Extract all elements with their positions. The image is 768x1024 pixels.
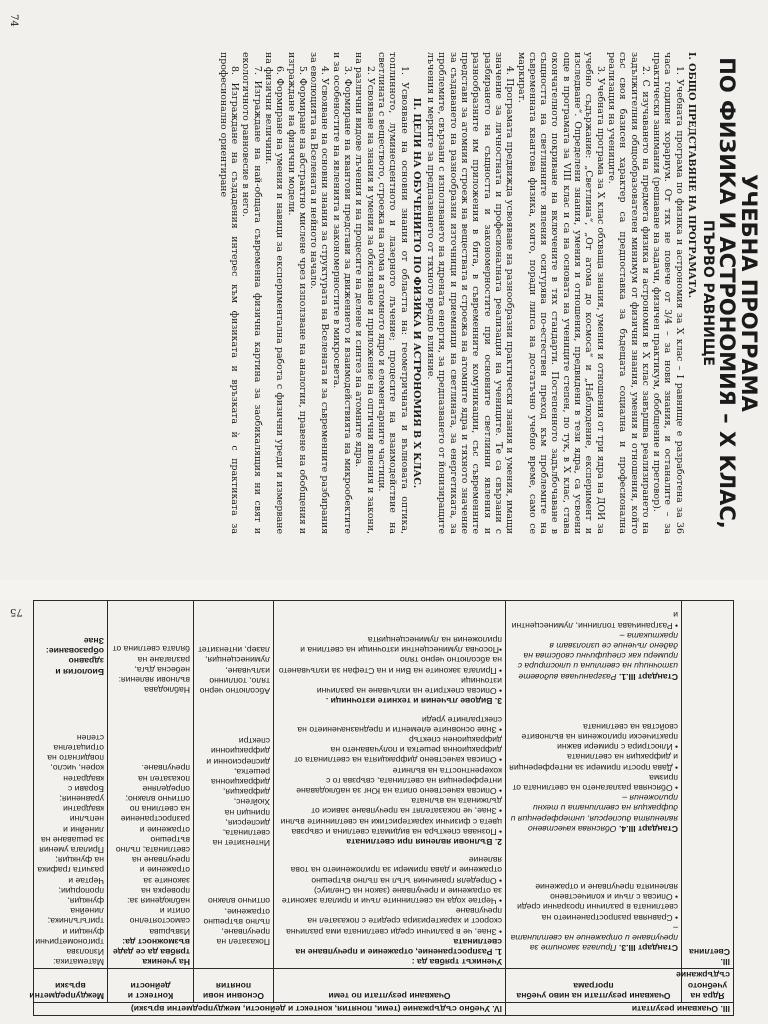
paragraph-2: 2. С изучаването на предмета физика и астрономия в Х клас завършва реализирането на задължителния общообразователен минимум от физични знания, умения и отношения, който със своя базисен характер са предпоставка за бъдещата социална и професионална реализация на учениците.: [605, 52, 651, 534]
standard-block: [509, 610, 678, 681]
section-2-heading: II. ЦЕЛИ НА ОБУЧЕНИЕТО ПО ФИЗИКА И АСТРОНОМИЯ В Х КЛАС.: [410, 97, 422, 489]
context-cell: [107, 601, 193, 969]
standards-cell: [505, 601, 681, 969]
column-header-core: Ядра на учебното съдържание: [682, 969, 734, 1003]
column-header-cross-links: Междупредметни връзки: [33, 969, 107, 1003]
goal-item: 3. Формиране на квантови представи за движението и взаимодействията на микрообектите и за особеностите на явленията и закономерностите в микросвета.: [330, 52, 354, 534]
standard-bullet: • Разграничава топлинни, луминесцентни и: [511, 610, 678, 631]
column-header-topic-results: Очаквани резултати по теми: [273, 969, 505, 1003]
topic-bullet: • Знае основните елементи и предназначението на спектралните уреди: [297, 714, 502, 735]
topic-bullet: • Познава спектъра на видимата светлина и свързва цвета с физични характеристики на светлинните вълни: [280, 816, 502, 837]
topics-intro: Ученикът трябва да :: [411, 957, 502, 968]
topics-cell: [273, 601, 505, 969]
goal-item: 7. Изграждане на най-общата съвременна физична картина за заобикалящия ни свят и екологичното равновесие в него.: [240, 52, 263, 534]
concepts-entry: Интензитет на светлината, дисперсия, принцип на Хюйгенс, дифракция, дифракционна решетка, дисперсионни и дифракционни спектри: [206, 736, 270, 849]
paragraph-1: 1. Учебната програма по физика и астрономия за Х клас – I равнище е разработена за 36 часа годишен хорариум. От тях не повече от 3/4 – за нови знания, и останалите – за практически занимания (решаване на задачи, физичен практикум, обобщение и преговор).: [651, 52, 685, 534]
goal-item: 2. Усвояване на знания и умения за обясняване и приложение на оптични явления и закони, на различни видове лъчения и на процесите на делене и синтез на атомните ядра.: [353, 52, 376, 534]
curriculum-table: [29, 600, 734, 1016]
topic-bullet: • Знае, че в различни среди светлината има различна скорост и характеризира средите с показател на пречупване: [286, 906, 502, 937]
standard-bullet: • Обяснява разлагането на светлината от призма: [512, 772, 678, 793]
paragraph-3: 3. Учебната програма за Х клас обхваща знания, умения и отношения от три ядра на ДОИ за учебно съдържание: „Светлина“, „От атома до космоса“ и „Наблюдение, експеримент и изследване“. Определени знания, умения и отношения, предвидени в тези ядра, са усвоени още в програмата за VIII клас и са на основата на учениците степен, по тук, в Х клас, става окончателното покриване на включените в тях стандарти. Постепенното задълбочаване в същността на светлинните явления осигурява по-естествен преход към проблемите на съвременната квантова физика, които, поради липса на достатъчно учебно време, само се маркират.: [515, 52, 606, 534]
topic-block: [277, 855, 502, 957]
standard-title: Прилага законите за пречупване и отражение на светлината –: [510, 922, 678, 954]
program-subtitle: ПЪРВО РАВНИЩЕ: [700, 220, 716, 366]
table-row: [33, 601, 733, 969]
cross-link-entry: Биология и здравно образование: Знае: [45, 635, 104, 677]
topic-block: [277, 714, 502, 847]
standard-heading: Стандарт III.4.: [618, 823, 678, 834]
topic-block: [277, 635, 502, 706]
context-entry: Извършва самостоятелно опити и наблюдения за: проверка на законите за отражение и пречупване на светлината; пълно вътрешно отражение и разпространение на светлина по оптично влакно; определяне показател на пречупване.: [115, 763, 190, 937]
standard-block: [509, 722, 678, 834]
standard-heading: Стандарт III.3.: [618, 943, 678, 954]
topic-heading: 1. Разпространение, отражение и пречупване на светлината: [295, 936, 502, 957]
page-75: [0, 600, 768, 1024]
program-title: УЧЕБНА ПРОГРАМА ПО ФИЗИКА И АСТРОНОМИЯ – Х КЛАС,: [715, 57, 761, 529]
core-cell: III. Светлина: [682, 601, 734, 969]
standard-bullet: • Сравнява разпространението на светлината в различни прозрачни среди: [517, 902, 678, 923]
topic-bullet: • Прилага законите на Вин и на Стефан за излъчването на абсолютно черно тяло: [278, 655, 502, 676]
context-intro: На ученика трябва да се даде възможност да:: [112, 936, 190, 968]
goal-item: 8. Изграждане на създадения интерес към физиката и връзката ѝ с практиката за професионално ориентиране: [217, 52, 241, 534]
goal-item: 5. Формиране на абстрактно мислене чрез използване на аналогии, правене на обобщения и изграждане на физични модели.: [285, 52, 308, 534]
topic-heading: 2. Вълнови явления при светлината: [346, 836, 502, 847]
header-expected-results: III. Очаквани резултати: [505, 1002, 733, 1015]
cross-links-cell: [33, 601, 107, 969]
goals-list: [218, 52, 410, 534]
topic-heading: 3. Видове лъчения и техните източници .: [325, 696, 502, 707]
paragraph-4: 4. Програмата предвижда усвояване на разнообразни практически знания и умения, имащи значение за личностната и професионалната реализация на учениците. Те са свързани с разбирането на същността и закономерностите при основните светлинни явления и разнообразните им приложения в бита, в съвременните комуникации, със съвременните представи за атомния строеж на веществата и строежа на атомните ядра и тяхното значение за създаването на разнообразни източници и приемници на светлината, за енергетиката, за проблемите, свързани с използването на ядрената енергия, за предпазването от йонизиращите лъчения и мерките за предпазването от тяхното вредно влияние.: [425, 52, 516, 534]
topic-bullet: • Описва качествено опита на Юнг за наблюдаване интерференция на светлината, свързва го с кохерентността на вълните: [296, 765, 502, 796]
column-header-program-results: Очаквани резултати на ниво учебна програма: [505, 969, 681, 1003]
standard-bullet: • Дава прости примери за интерференция и дифракция на светлината: [509, 752, 678, 773]
concepts-entry: Показател на пречупване, пълно вътрешно отражение, оптично влакно: [203, 896, 270, 948]
header-learning-content: IV. Учебно съдържание (теми, понятия, контекст и дейности, междупредметни връзки): [33, 1002, 505, 1015]
goal-item: 4. Усвояване на основни знания за структурата на Вселената и за съвременните разбирания за еволюцията на Вселената и нейното начало.: [308, 52, 331, 534]
page-75-content: [0, 600, 768, 1024]
column-header-concepts: Основни нови понятия: [193, 969, 273, 1003]
goal-item: 1. Усвояване на основни знания от областта на: геометричната и вълновата оптика, топлинното, луминесцентното и лазерното лъчение; процесите на взаимодействие на светлината с веществото, строежа на атома и атомното ядро и елементарните частици.: [375, 52, 410, 534]
page-number: 74: [8, 14, 20, 27]
topic-bullet: • Описва спектрите на излъчване на различни източници: [316, 675, 502, 697]
page-number: 75: [10, 606, 23, 618]
topic-bullet: •Посочва луминесцентни източници на светлина и приложения на луминесценцията: [300, 635, 502, 656]
concepts-entry: Абсолютно черно тяло, топлинно излъчване, луминесценция, лазер, интензитет: [198, 645, 270, 696]
goal-item: 6. Формиране на умения и навици за експериментална работа с физични уреди и измерване на физични величини.: [263, 52, 286, 534]
column-header-context: Контекст и дейности: [107, 969, 193, 1003]
standard-bullet: • Илюстрира с примери важни практически приложения на вълновите свойства на светлината: [521, 721, 678, 753]
context-entry: Наблюдава вълнови явления: небесна дъга, разлагане на бялата светлина от: [112, 644, 190, 696]
standard-title: Разграничава видовете източници на светлина и илюстрира с примери как специфични свойства на дадено лъчение се използват в практиката –: [517, 630, 678, 682]
concepts-cell: [193, 601, 273, 969]
table-group-header-row: [33, 1002, 733, 1015]
cross-link-entry: Математика: Използва тригонометрични функции и тригъгълника; линейна функция, пропорции; Чертае и разчита графика на функция; Прилага умения за решаване на линейни и непълни квадратни уравнения; Борави с квадратен корен, число, повдигнато на отрицателна степен: [35, 732, 104, 968]
standard-bullet: • Описва с лъчи и количествено явленията пречупване и отражение: [535, 881, 678, 903]
standard-heading: Стандарт III.1.: [618, 671, 678, 682]
topic-bullet: • Определя граничния ъгъл на пълно вътрешно отражение и дава примери за приложението на това явление: [290, 855, 502, 886]
standard-title: Обяснява качествено явленията дисперсия, интерференция и дифракция на светлината и техни приложения –: [510, 793, 678, 834]
standard-block: [509, 882, 678, 953]
section-1-heading: I. ОБЩО ПРЕДСТАВЯНЕ НА ПРОГРАМАТА.: [686, 52, 697, 299]
topic-bullet: • Знае, че показателят на пречупване зависи от дължината на вълната: [311, 796, 502, 817]
table-column-header-row: [33, 969, 733, 1003]
topic-bullet: • Описва качествено дифракцията на светлината от дифракционна решетка и получаването на дифракционен спектър: [294, 734, 502, 766]
topic-bullet: • Чертае хода на светлинните лъчи и прилага законите за отражение и пречупване (закон на Снелиус): [281, 885, 502, 906]
